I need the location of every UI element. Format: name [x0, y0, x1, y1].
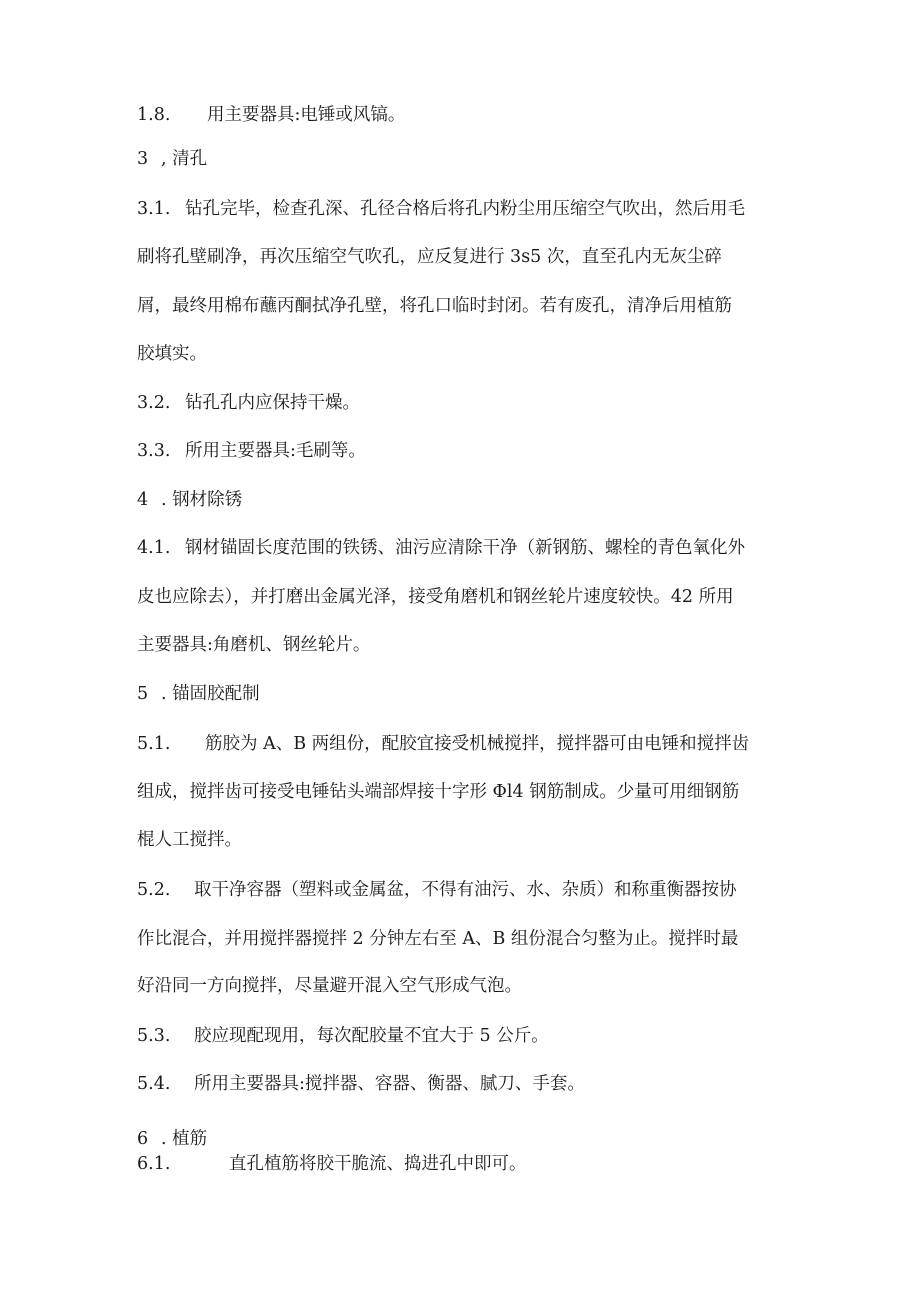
text-line: 4.1. 钢材锚固长度范围的铁锈、油污应清除干净（新钢筋、螺栓的青色氧化外 — [137, 538, 745, 558]
text-line: 胶填实。 — [137, 344, 207, 364]
text-line: 5.4. 所用主要器具:搅拌器、容器、衡器、腻刀、手套。 — [137, 1074, 585, 1094]
text-line: 3.1. 钻孔完毕，检查孔深、孔径合格后将孔内粉尘用压缩空气吹出，然后用毛 — [137, 199, 745, 219]
text-line: 屑，最终用棉布蘸丙酮拭净孔壁，将孔口临时封闭。若有废孔，清净后用植筋 — [137, 296, 732, 316]
text-line: 6.1. 直孔植筋将胶干脆流、捣进孔中即可。 — [137, 1154, 527, 1174]
text-line: 皮也应除去），并打磨出金属光泽，接受角磨机和钢丝轮片速度较快。42 所用 — [137, 587, 734, 607]
text-line: 3.2. 钻孔孔内应保持干燥。 — [137, 393, 360, 413]
text-line: 棍人工搅拌。 — [137, 830, 242, 850]
text-line: 1.8. 用主要器具:电锤或风镐。 — [137, 105, 406, 125]
section-heading: 5 . 锚固胶配制 — [137, 684, 260, 704]
section-heading: 6 . 植筋 — [137, 1129, 208, 1149]
text-line: 5.2. 取干净容器（塑料或金属盆，不得有油污、水、杂质）和称重衡器按协 — [137, 880, 737, 900]
text-line: 刷将孔壁刷净，再次压缩空气吹孔，应反复进行 3s5 次，直至孔内无灰尘碎 — [137, 247, 722, 267]
text-line: 主要器具:角磨机、钢丝轮片。 — [137, 635, 371, 655]
text-line: 5.1. 筋胶为 A、B 两组份，配胶宜接受机械搅拌，搅拌器可由电锤和搅拌齿 — [137, 734, 750, 754]
text-line: 作比混合，并用搅拌器搅拌 2 分钟左右至 A、B 组份混合匀整为止。搅拌时最 — [137, 929, 739, 949]
section-heading: 4 . 钢材除锈 — [137, 490, 243, 510]
text-line: 好沿同一方向搅拌，尽量避开混入空气形成气泡。 — [137, 976, 522, 996]
text-line: 组成，搅拌齿可接受电锤钻头端部焊接十字形 Φl4 钢筋制成。少量可用细钢筋 — [137, 782, 740, 802]
section-heading: 3 , 清孔 — [137, 149, 208, 169]
text-line: 3.3. 所用主要器具:毛刷等。 — [137, 441, 366, 461]
text-line: 5.3. 胶应现配现用，每次配胶量不宜大于 5 公斤。 — [137, 1026, 549, 1046]
